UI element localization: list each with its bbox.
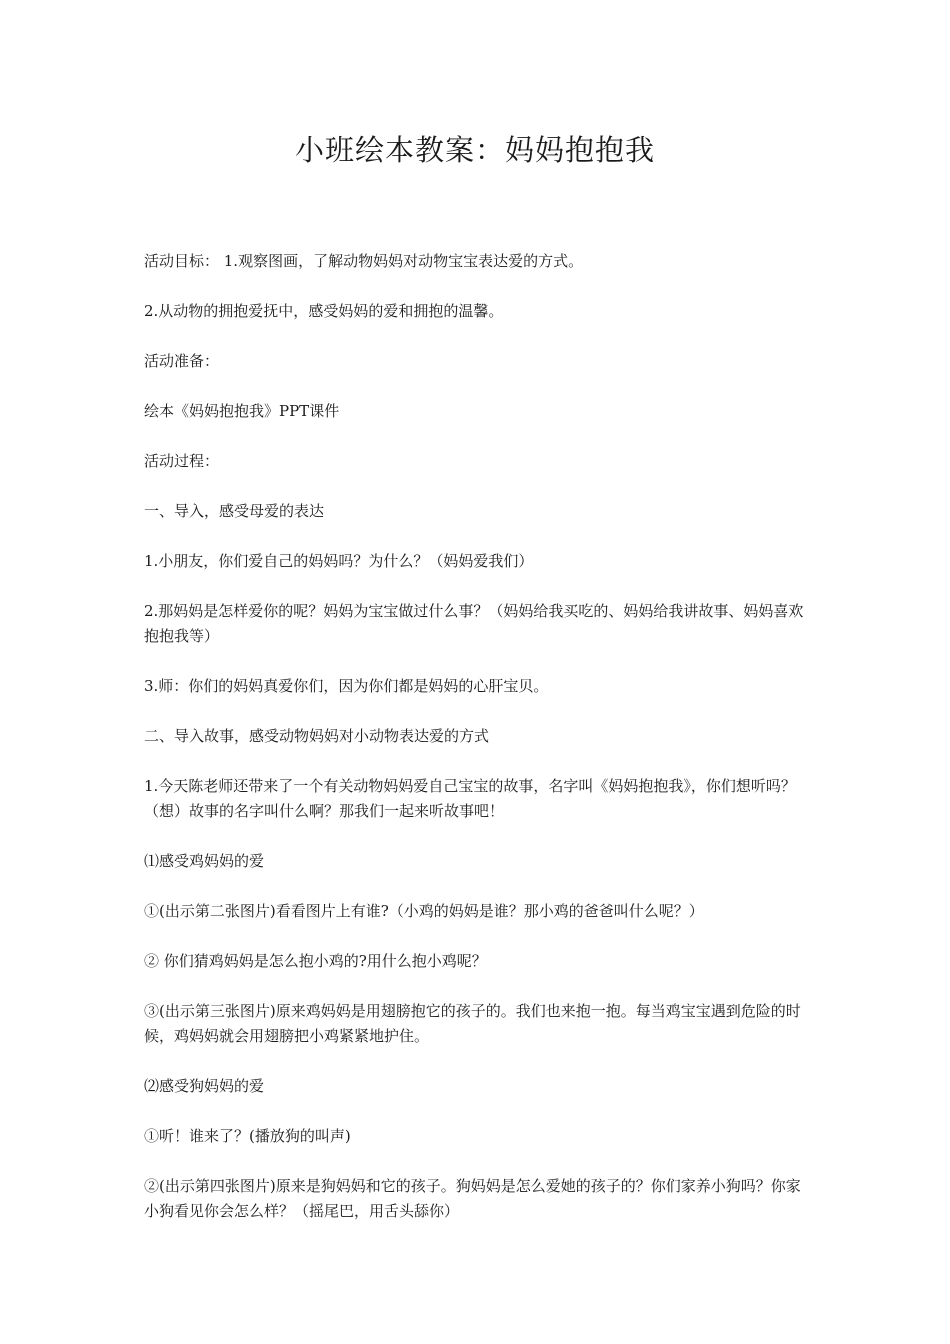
paragraph-preparation-heading: 活动准备： — [144, 352, 220, 370]
paragraph-chicken-heading: ⑴感受鸡妈妈的爱 — [144, 852, 265, 870]
paragraph-section-2-item-1: 1.今天陈老师还带来了一个有关动物妈妈爱自己宝宝的故事，名字叫《妈妈抱抱我》，你们想听吗？（想）故事的名字叫什么啊？那我们一起来听故事吧！ — [144, 777, 796, 820]
paragraph-section-1-heading: 一、导入，感受母爱的表达 — [144, 502, 325, 520]
document-body — [144, 249, 814, 1224]
paragraph-section-2-heading: 二、导入故事，感受动物妈妈对小动物表达爱的方式 — [144, 727, 490, 745]
paragraph-chicken-step-3: ③(出示第三张图片)原来鸡妈妈是用翅膀抱它的孩子的。我们也来抱一抱。每当鸡宝宝遇到危险的时候，鸡妈妈就会用翅膀把小鸡紧紧地护住。 — [144, 1002, 801, 1045]
paragraph-chicken-step-2: ② 你们猜鸡妈妈是怎么抱小鸡的?用什么抱小鸡呢？ — [144, 952, 487, 970]
paragraph-goal-2: 2.从动物的拥抱爱抚中，感受妈妈的爱和拥抱的温馨。 — [144, 302, 504, 320]
paragraph-goal-1: 活动目标： 1.观察图画，了解动物妈妈对动物宝宝表达爱的方式。 — [144, 252, 584, 270]
paragraph-dog-heading: ⑵感受狗妈妈的爱 — [144, 1077, 265, 1095]
paragraph-section-1-item-3: 3.师：你们的妈妈真爱你们，因为你们都是妈妈的心肝宝贝。 — [144, 677, 549, 695]
paragraph-chicken-step-1: ①(出示第二张图片)看看图片上有谁?（小鸡的妈妈是谁？那小鸡的爸爸叫什么呢？） — [144, 902, 704, 920]
paragraph-section-1-item-2: 2.那妈妈是怎样爱你的呢？妈妈为宝宝做过什么事？（妈妈给我买吃的、妈妈给我讲故事、妈妈喜欢抱抱我等） — [144, 602, 804, 645]
paragraph-preparation-item: 绘本《妈妈抱抱我》PPT课件 — [144, 402, 340, 420]
paragraph-dog-step-1: ①听！谁来了？(播放狗的叫声) — [144, 1127, 351, 1145]
document-title: 小班绘本教案：妈妈抱抱我 — [294, 133, 655, 167]
paragraph-section-1-item-1: 1.小朋友，你们爱自己的妈妈吗？为什么？（妈妈爱我们） — [144, 552, 534, 570]
paragraph-process-heading: 活动过程： — [144, 452, 220, 470]
paragraph-dog-step-2: ②(出示第四张图片)原来是狗妈妈和它的孩子。狗妈妈是怎么爱她的孩子的？你们家养小狗吗？你家小狗看见你会怎么样？（摇尾巴，用舌头舔你） — [144, 1177, 801, 1220]
